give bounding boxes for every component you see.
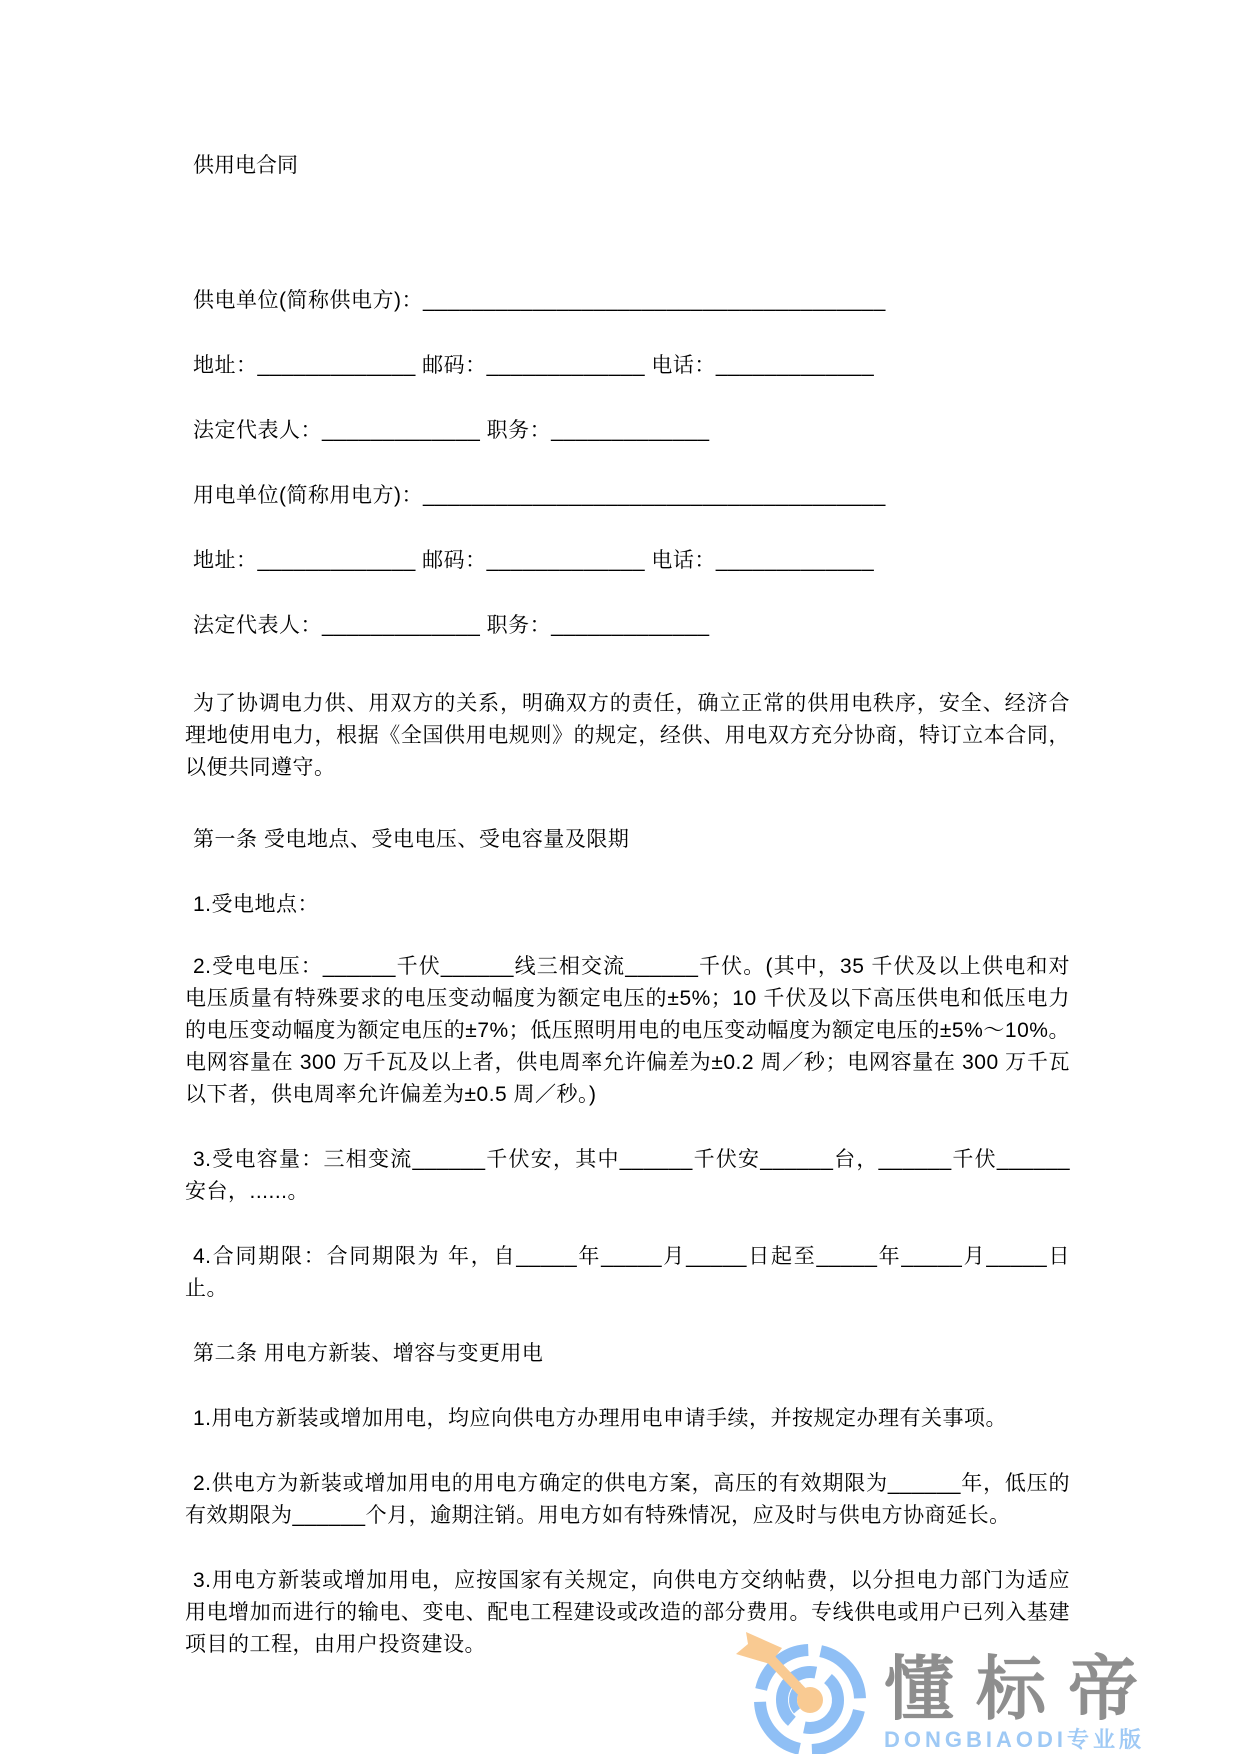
article-2-heading: 第二条 用电方新装、增容与变更用电: [193, 1342, 544, 1365]
clause-1-3-capacity: 3.受电容量：三相变流______千伏安，其中______千伏安______台，______千伏______安台，......。: [185, 1148, 1070, 1203]
clause-1-4-term: 4.合同期限：合同期限为 年，自_____年_____月_____日起至_____年_____月_____日止。: [185, 1245, 1070, 1300]
article-1-heading: 第一条 受电地点、受电电压、受电容量及限期: [193, 828, 630, 851]
clause-2-3-fees: 3.用电方新装或增加用电，应按国家有关规定，向供电方交纳帖费，以分担电力部门为适应用电增加而进行的输电、变电、配电工程建设或改造的部分费用。专线供电或用户已列入基建项目的工程，由用户投资建设。: [185, 1569, 1070, 1656]
clause-2-1-application: 1.用电方新装或增加用电，均应向供电方办理用电申请手续，并按规定办理有关事项。: [193, 1407, 1008, 1430]
clause-2-2-validity: 2.供电方为新装或增加用电的用电方确定的供电方案，高压的有效期限为______年，低压的有效期限为______个月，逾期注销。用电方如有特殊情况，应及时与供电方协商延长。: [185, 1472, 1070, 1527]
clause-1-2-voltage: 2.受电电压：______千伏______线三相交流______千伏。(其中，35 千伏及以上供电和对电压质量有特殊要求的电压变动幅度为额定电压的±5%；10 千伏及以下高压供电和低压电力的电压变动幅度为额定电压的±7%；低压照明用电的电压变动幅度为额定电压的±5%～10%。电网容量在 300 万千瓦及以上者，供电周率允许偏差为±0.2 周／秒；电网容量在 300 万千瓦以下者，供电周率允许偏差为±0.5 周／秒。): [185, 955, 1070, 1106]
clause-1-1-location: 1.受电地点：: [193, 893, 320, 916]
watermark-brand-name: 懂标帝: [883, 1650, 1160, 1728]
preamble-paragraph: 为了协调电力供、用双方的关系，明确双方的责任，确立正常的供用电秩序，安全、经济合理地使用电力，根据《全国供用电规则》的规定，经供、用电双方充分协商，特订立本合同，以便共同遵守。: [185, 692, 1070, 779]
use-address-line: 地址：_____________ 邮码：_____________ 电话：_____________: [193, 549, 875, 572]
supply-address-line: 地址：_____________ 邮码：_____________ 电话：_____________: [193, 354, 875, 377]
supply-unit-line: 供电单位(简称供电方)：______________________________________: [193, 289, 886, 312]
watermark-subtitle: DONGBIAODI专业版: [883, 1727, 1145, 1752]
document-title: 供用电合同: [193, 154, 298, 177]
use-unit-line: 用电单位(简称用电方)：______________________________________: [193, 484, 886, 507]
use-representative-line: 法定代表人：_____________ 职务：_____________: [193, 614, 710, 637]
watermark-text-block: [883, 1650, 1160, 1752]
supply-representative-line: 法定代表人：_____________ 职务：_____________: [193, 419, 710, 442]
